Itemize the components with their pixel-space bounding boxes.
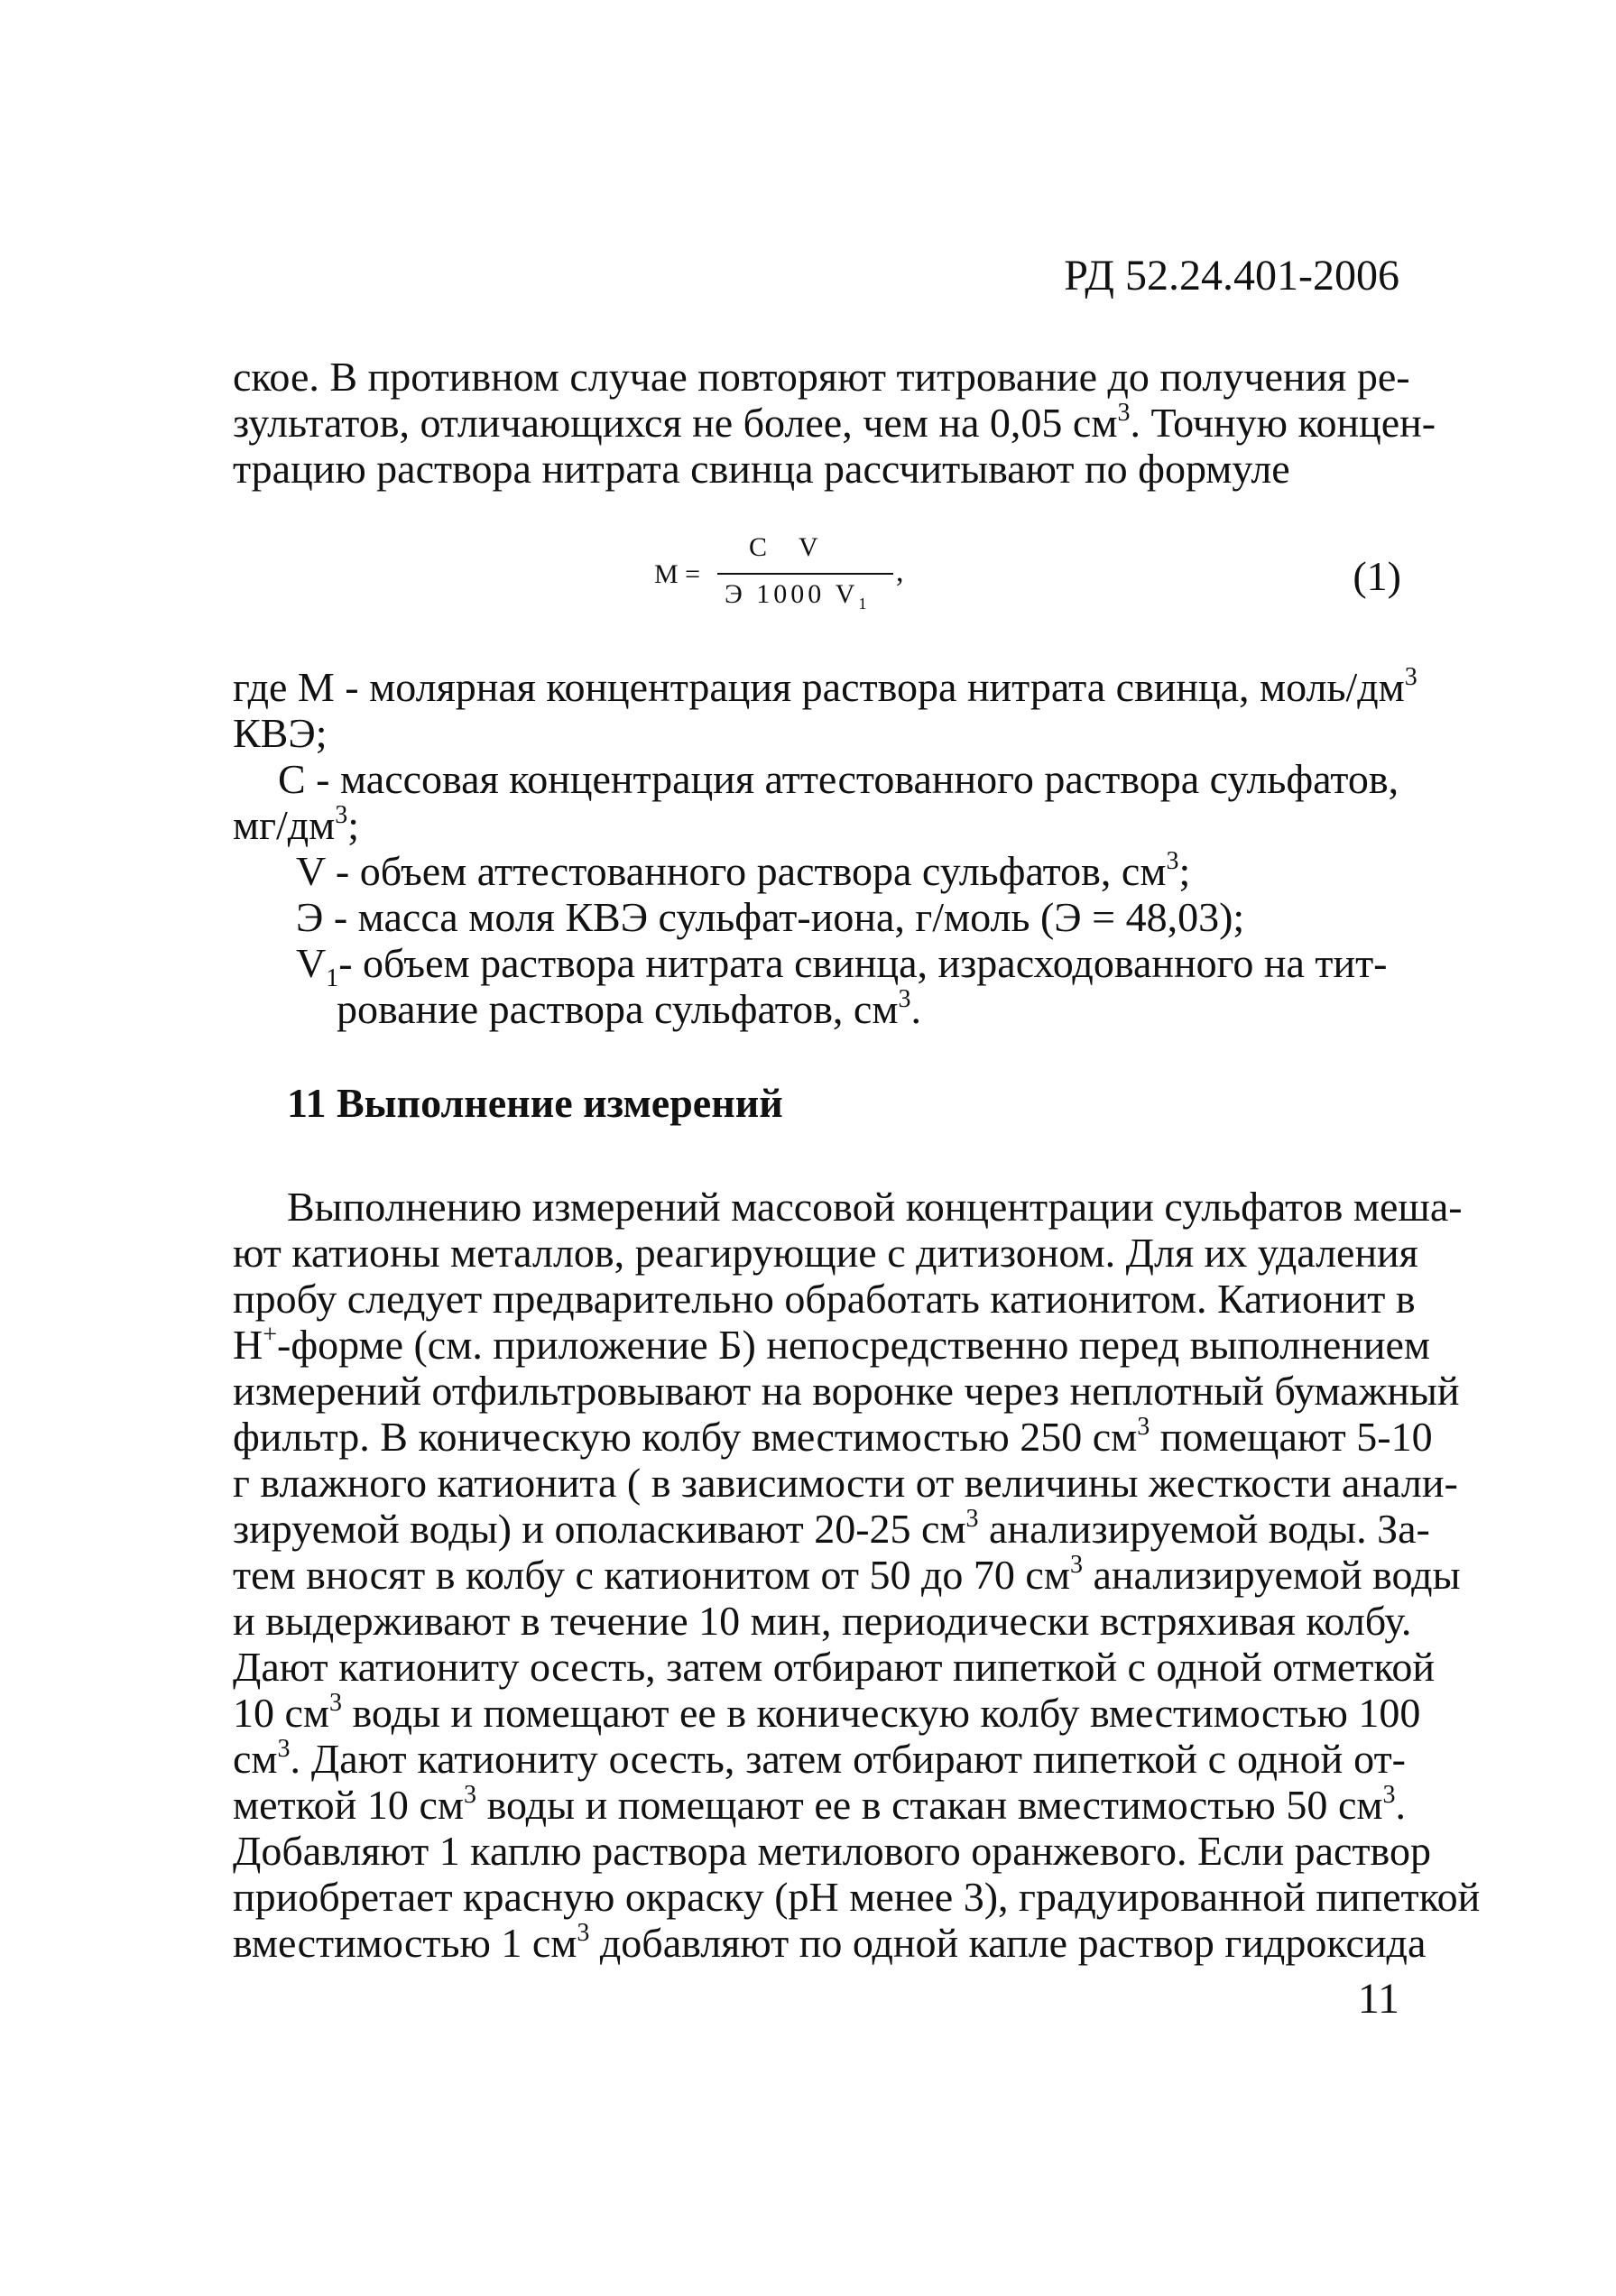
text-line: и выдерживают в течение 10 мин, периодически встряхивая колбу. (233, 1598, 1412, 1644)
definition-m-unit: КВЭ; (233, 710, 328, 756)
definition-m: где М - молярная концентрация раствора нитрата свинца, моль/$дм^3$ (233, 663, 1417, 710)
formula-numerator: C V (749, 532, 831, 562)
text-line: трацию раствора нитрата свинца рассчитывают по формуле (233, 446, 1290, 492)
text-line: зультатов, отличающихся не более, чем на 0,05 $см^3$. Точную концен- (233, 399, 1436, 446)
definition-v1: $V_1-$ объем раствора нитрата свинца, израсходованного на тит- (296, 940, 1388, 993)
text-line: вместимостью 1 $см^3$ добавляют по одной капле раствор гидроксида (233, 1919, 1427, 1966)
formula-trailing-comma: , (896, 555, 904, 588)
intro-paragraph (233, 354, 1436, 492)
document-code-header: РД 52.24.401-2006 (1064, 252, 1399, 300)
text-line: ское. В противном случае повторяют титрование до получения ре- (233, 354, 1410, 400)
page-number: 11 (1357, 1975, 1399, 2023)
text-line: тем вносят в колбу с катионитом от 50 до 70 $см^3$ анализируемой воды (233, 1551, 1461, 1598)
text-line: ют катионы металлов, реагирующие с дитизоном. Для их удаления (233, 1230, 1418, 1276)
text-line: Дают катиониту осесть, затем отбирают пипеткой с одной отметкой (233, 1644, 1435, 1690)
measurement-paragraph (233, 1184, 1481, 1966)
equation-number: (1) (1353, 553, 1401, 599)
definition-v: V - объем аттестованного раствора сульфатов, $см^3$; (296, 847, 1191, 894)
text-line: H+-форме (см. приложение Б) непосредственно перед выполнением (233, 1321, 1431, 1368)
text-line: г влажного катионита ( в зависимости от величины жесткости анали- (233, 1460, 1458, 1506)
definition-c-unit: $мг/дм^3$; (233, 801, 360, 848)
text-line: пробу следует предварительно обработать катионитом. Катионит в (233, 1276, 1416, 1322)
text-line: Выполнению измерений массовой концентрации сульфатов меша- (287, 1184, 1463, 1230)
section-heading: 11 Выполнение измерений (287, 1080, 783, 1126)
text-line: зируемой воды) и ополаскивают 20-25 $см^3$ анализируемой воды. За- (233, 1505, 1430, 1552)
definition-v1-cont: рование раствора сульфатов, $см^3$. (337, 985, 921, 1032)
text-line: Добавляют 1 каплю раствора метилового оранжевого. Если раствор (233, 1828, 1431, 1874)
molar-concentration-formula (654, 532, 907, 632)
text-line: $см^3$. Дают катиониту осесть, затем отбирают пипеткой с одной от- (233, 1735, 1406, 1782)
definition-c: С - массовая концентрация аттестованного раствора сульфатов, (278, 756, 1399, 802)
definition-e: Э - масса моля КВЭ сульфат-иона, г/моль (Э = 48,03); (296, 894, 1245, 940)
text-line: меткой 10 $см^3$ воды и помещают ее в стакан вместимостью 50 $см^3$. (233, 1781, 1406, 1828)
text-line: приобретает красную окраску (pH менее 3), градуированной пипеткой (233, 1874, 1481, 1920)
text-line: фильтр. В коническую колбу вместимостью 250 $см^3$ помещают 5-10 (233, 1413, 1433, 1460)
fraction-bar (717, 573, 893, 575)
formula-lhs: M = (654, 559, 701, 589)
text-line: 10 $см^3$ воды и помещают ее в коническую колбу вместимостью 100 (233, 1689, 1421, 1736)
text-line: измерений отфильтровывают на воронке через неплотный бумажный (233, 1368, 1460, 1414)
formula-denominator: Э 1000 $V_1$ (725, 579, 867, 613)
